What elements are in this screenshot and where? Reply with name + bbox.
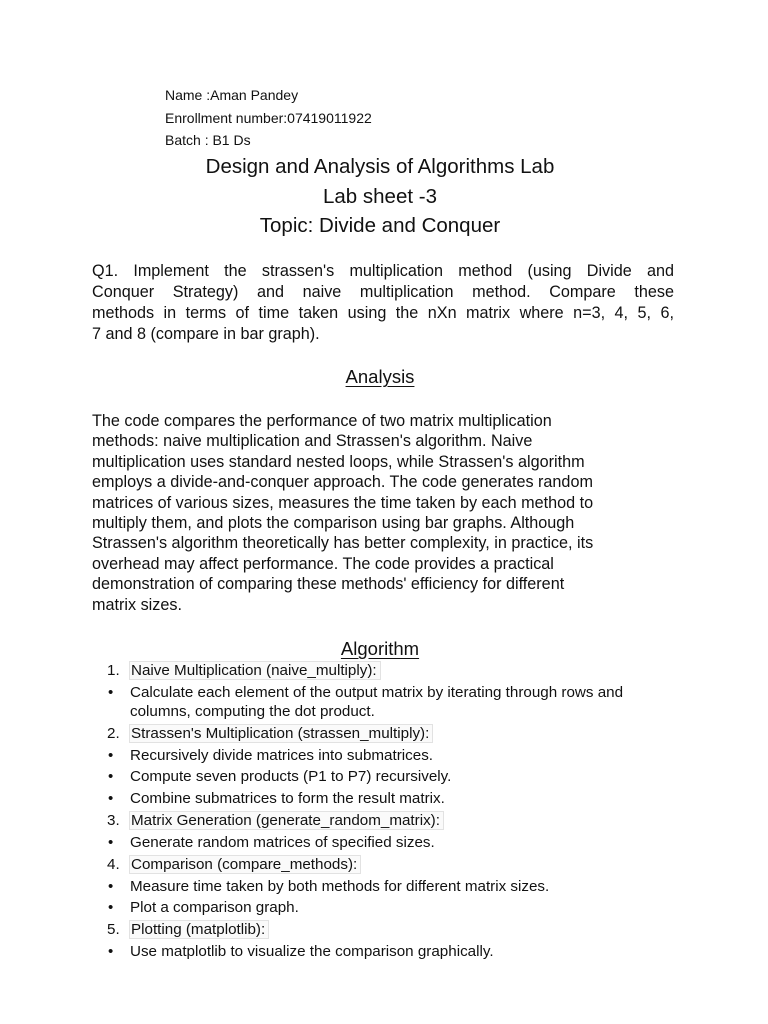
item-text: Strassen's Multiplication (strassen_multiply): bbox=[129, 724, 433, 743]
bullet-item bbox=[0, 703, 768, 723]
analysis-line: overhead may affect performance. The code provides a practical bbox=[92, 554, 554, 573]
item-number: 4. bbox=[107, 856, 120, 873]
item-text: Matrix Generation (generate_random_matrix): bbox=[129, 811, 444, 830]
bullet-item bbox=[0, 943, 768, 963]
analysis-line: multiplication uses standard nested loops, while Strassen's algorithm bbox=[92, 452, 585, 471]
numbered-item bbox=[0, 812, 768, 832]
analysis-line: The code compares the performance of two matrix multiplication bbox=[92, 412, 552, 430]
question-line: Q1. Implement the strassen's multiplication method (using Divide and bbox=[92, 262, 674, 280]
item-text: Plotting (matplotlib): bbox=[129, 920, 269, 939]
bullet-item bbox=[0, 899, 768, 919]
item-text: Combine submatrices to form the result matrix. bbox=[130, 790, 445, 807]
bullet-icon: • bbox=[108, 747, 114, 764]
bullet-icon: • bbox=[108, 684, 114, 701]
bullet-item bbox=[0, 878, 768, 898]
item-number: 2. bbox=[107, 725, 120, 742]
analysis-line: Strassen's algorithm theoretically has better complexity, in practice, its bbox=[92, 534, 594, 553]
enrollment-number: Enrollment number:07419011922 bbox=[165, 110, 372, 126]
analysis-line: multiply them, and plots the comparison using bar graphs. Although bbox=[92, 514, 575, 532]
bullet-item bbox=[0, 768, 768, 788]
analysis-line: matrix sizes. bbox=[92, 595, 182, 614]
doc-title: Design and Analysis of Algorithms Lab bbox=[205, 155, 555, 178]
numbered-item bbox=[0, 921, 768, 941]
item-text: Plot a comparison graph. bbox=[130, 899, 299, 916]
bullet-icon: • bbox=[108, 899, 114, 916]
bullet-icon: • bbox=[108, 834, 114, 851]
bullet-icon: • bbox=[108, 768, 114, 785]
item-text: Generate random matrices of specified sizes. bbox=[130, 834, 435, 851]
bullet-item bbox=[0, 747, 768, 767]
bullet-item bbox=[0, 790, 768, 810]
question-line: 7 and 8 (compare in bar graph). bbox=[92, 325, 320, 343]
question-line: methods in terms of time taken using the nXn matrix where n=3, 4, 5, 6, bbox=[92, 304, 674, 322]
analysis-line: demonstration of comparing these methods' efficiency for different bbox=[92, 575, 565, 594]
bullet-icon: • bbox=[108, 878, 114, 895]
item-text: Measure time taken by both methods for different matrix sizes. bbox=[130, 878, 550, 895]
numbered-item bbox=[0, 662, 768, 682]
item-number: 5. bbox=[107, 921, 120, 938]
item-text: Use matplotlib to visualize the comparison graphically. bbox=[130, 943, 494, 960]
question-line: Conquer Strategy) and naive multiplication method. Compare these bbox=[92, 283, 674, 301]
analysis-line: methods: naive multiplication and Strassen's algorithm. Naive bbox=[92, 432, 533, 451]
analysis-line: matrices of various sizes, measures the time taken by each method to bbox=[92, 493, 594, 512]
bullet-icon: • bbox=[108, 943, 114, 960]
analysis-line: employs a divide-and-conquer approach. The code generates random bbox=[92, 473, 593, 492]
item-text: Naive Multiplication (naive_multiply): bbox=[129, 661, 381, 680]
item-number: 1. bbox=[107, 662, 120, 679]
bullet-item bbox=[0, 684, 768, 704]
item-text: Recursively divide matrices into submatrices. bbox=[130, 747, 434, 764]
bullet-item bbox=[0, 834, 768, 854]
item-text: Calculate each element of the output matrix by iterating through rows and bbox=[130, 684, 624, 701]
algorithm-heading bbox=[0, 638, 760, 660]
student-name: Name :Aman Pandey bbox=[165, 87, 299, 103]
analysis-heading-text: Analysis bbox=[345, 366, 415, 387]
numbered-item bbox=[0, 856, 768, 876]
item-text: columns, computing the dot product. bbox=[130, 703, 375, 720]
batch: Batch : B1 Ds bbox=[165, 132, 251, 148]
item-number: 3. bbox=[107, 812, 120, 829]
lab-sheet-number: Lab sheet -3 bbox=[323, 185, 437, 208]
numbered-item bbox=[0, 725, 768, 745]
topic: Topic: Divide and Conquer bbox=[259, 214, 501, 237]
algorithm-heading-text: Algorithm bbox=[340, 638, 420, 659]
analysis-heading bbox=[0, 366, 760, 388]
bullet-icon: • bbox=[108, 790, 114, 807]
item-text: Comparison (compare_methods): bbox=[129, 855, 361, 874]
item-text: Compute seven products (P1 to P7) recursively. bbox=[130, 768, 452, 785]
